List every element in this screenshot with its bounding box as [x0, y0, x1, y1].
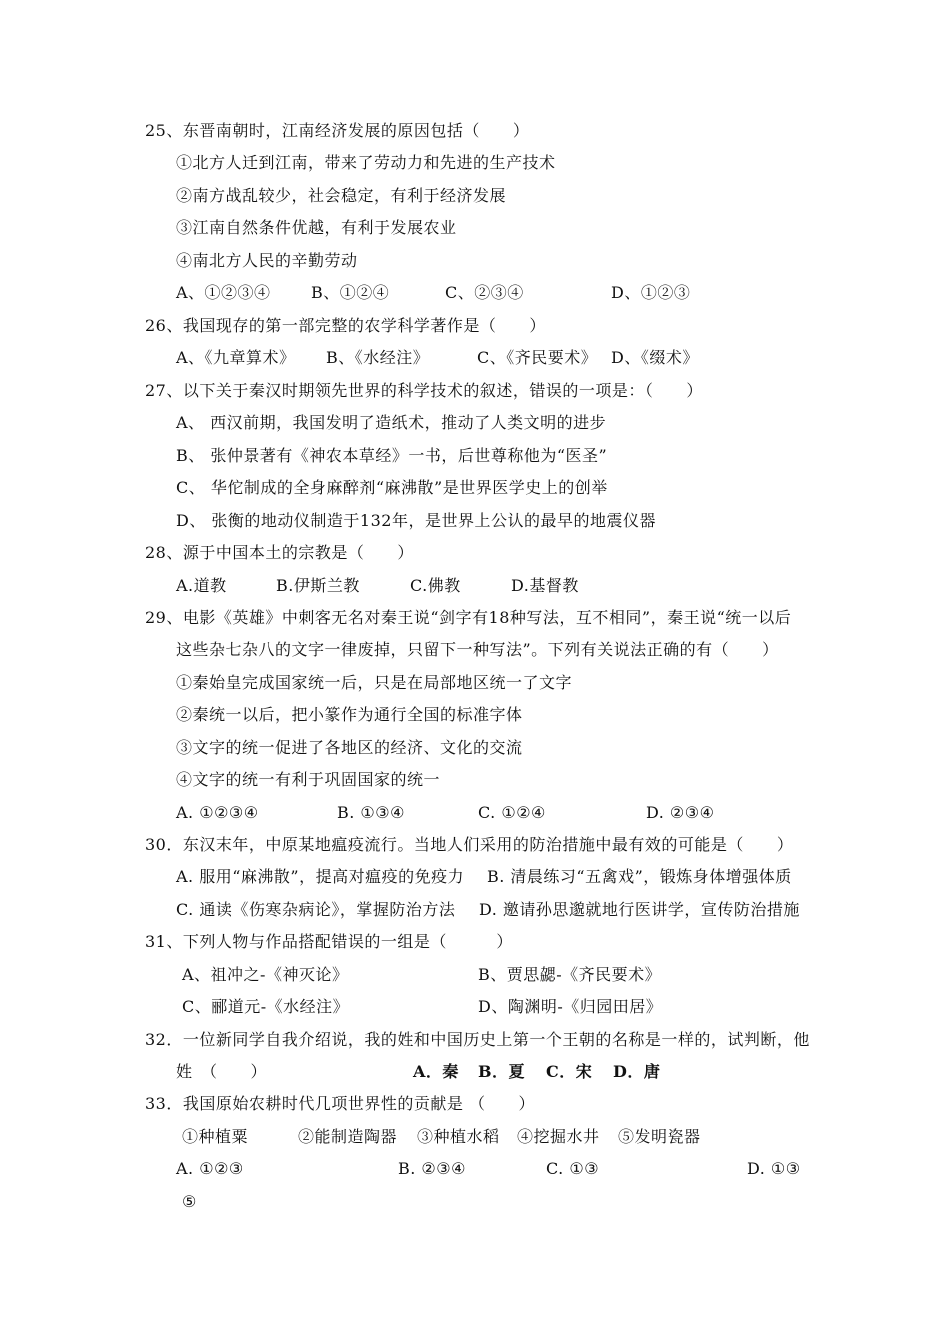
question-27-option-b: B、 张仲景著有《神农本草经》一书，后世尊称他为“医圣” — [176, 446, 608, 465]
question-32-option-c: C．宋 — [546, 1062, 593, 1081]
question-29-item-1: ①秦始皇完成国家统一后，只是在局部地区统一了文字 — [176, 673, 573, 692]
question-30-stem: 30．东汉末年，中原某地瘟疫流行。当地人们采用的防治措施中最有效的可能是（ ） — [145, 835, 794, 854]
question-33-option-d-wrap: ⑤ — [182, 1192, 197, 1211]
question-30-option-c: C. 通读《伤寒杂病论》，掌握防治方法 — [176, 900, 456, 919]
question-25-option-a: A、①②③④ — [176, 283, 271, 302]
question-30-option-a: A. 服用“麻沸散”，提高对瘟疫的免疫力 — [176, 867, 465, 886]
question-26-option-d: D、《缀术》 — [611, 348, 699, 367]
question-27-option-c: C、 华佗制成的全身麻醉剂“麻沸散”是世界医学史上的创举 — [176, 478, 608, 497]
question-25-option-d: D、①②③ — [611, 283, 691, 302]
question-33-item-5: ⑤发明瓷器 — [618, 1127, 701, 1146]
question-29-item-3: ③文字的统一促进了各地区的经济、文化的交流 — [176, 738, 523, 757]
question-32-option-d: D．唐 — [613, 1062, 661, 1081]
question-29-stem: 29、电影《英雄》中刺客无名对秦王说“剑字有18种写法，互不相同”，秦王说“统一以后 — [145, 608, 792, 627]
question-28-option-b: B.伊斯兰教 — [276, 576, 360, 595]
question-31-option-d: D、陶渊明-《归园田居》 — [478, 997, 663, 1016]
question-26-option-b: B、《水经注》 — [326, 348, 430, 367]
question-29-item-2: ②秦统一以后，把小篆作为通行全国的标准字体 — [176, 705, 523, 724]
question-33-item-4: ④挖掘水井 — [517, 1127, 600, 1146]
question-25-item-2: ②南方战乱较少，社会稳定，有利于经济发展 — [176, 186, 507, 205]
question-33-item-2: ②能制造陶器 — [298, 1127, 398, 1146]
question-28-option-d: D.基督教 — [511, 576, 579, 595]
question-29-stem-cont: 这些杂七杂八的文字一律废掉，只留下一种写法”。下列有关说法正确的有（ ） — [176, 640, 779, 659]
question-33-option-a: A. ①②③ — [176, 1159, 244, 1178]
question-26-option-c: C、《齐民要术》 — [477, 348, 598, 367]
question-25-option-c: C、②③④ — [445, 283, 524, 302]
question-33-option-b: B. ②③④ — [398, 1159, 466, 1178]
question-33-option-d: D. ①③ — [747, 1159, 801, 1178]
question-30-option-b: B. 清晨练习“五禽戏”，锻炼身体增强体质 — [487, 867, 792, 886]
question-28-stem: 28、源于中国本土的宗教是（ ） — [145, 543, 414, 562]
question-25-item-4: ④南北方人民的辛勤劳动 — [176, 251, 358, 270]
question-26-option-a: A、《九章算术》 — [176, 348, 296, 367]
question-32-option-a: A．秦 — [413, 1062, 459, 1081]
question-27-stem: 27、以下关于秦汉时期领先世界的科学技术的叙述，错误的一项是：（ ） — [145, 381, 703, 400]
question-33-item-1: ①种植粟 — [182, 1127, 249, 1146]
question-32-stem-cont: 姓 （ ） — [176, 1062, 268, 1081]
question-29-option-c: C. ①②④ — [478, 803, 546, 822]
question-31-option-c: C、郦道元-《水经注》 — [182, 997, 350, 1016]
question-25-item-1: ①北方人迁到江南，带来了劳动力和先进的生产技术 — [176, 153, 556, 172]
question-30-option-d: D. 邀请孙思邈就地行医讲学，宣传防治措施 — [479, 900, 800, 919]
question-31-stem: 31、下列人物与作品搭配错误的一组是（ ） — [145, 932, 513, 951]
question-26-stem: 26、我国现存的第一部完整的农学科学著作是（ ） — [145, 316, 546, 335]
question-29-item-4: ④文字的统一有利于巩固国家的统一 — [176, 770, 441, 789]
question-25-stem: 25、东晋南朝时，江南经济发展的原因包括（ ） — [145, 121, 530, 140]
question-33-stem: 33．我国原始农耕时代几项世界性的贡献是 （ ） — [145, 1094, 535, 1113]
question-33-option-c: C. ①③ — [546, 1159, 600, 1178]
question-25-option-b: B、①②④ — [311, 283, 390, 302]
question-28-option-a: A.道教 — [176, 576, 227, 595]
question-33-item-3: ③种植水稻 — [417, 1127, 500, 1146]
question-31-option-b: B、贾思勰-《齐民要术》 — [478, 965, 662, 984]
question-27-option-d: D、 张衡的地动仪制造于132年，是世界上公认的最早的地震仪器 — [176, 511, 656, 530]
question-29-option-a: A. ①②③④ — [176, 803, 259, 822]
question-32-option-b: B．夏 — [478, 1062, 526, 1081]
question-29-option-d: D. ②③④ — [646, 803, 715, 822]
question-28-option-c: C.佛教 — [410, 576, 461, 595]
question-29-option-b: B. ①③④ — [337, 803, 405, 822]
question-31-option-a: A、祖冲之-《神灭论》 — [182, 965, 349, 984]
question-25-item-3: ③江南自然条件优越，有利于发展农业 — [176, 218, 457, 237]
question-27-option-a: A、 西汉前期，我国发明了造纸术，推动了人类文明的进步 — [176, 413, 607, 432]
question-32-stem: 32．一位新同学自我介绍说，我的姓和中国历史上第一个王朝的名称是一样的，试判断，他 — [145, 1030, 810, 1049]
